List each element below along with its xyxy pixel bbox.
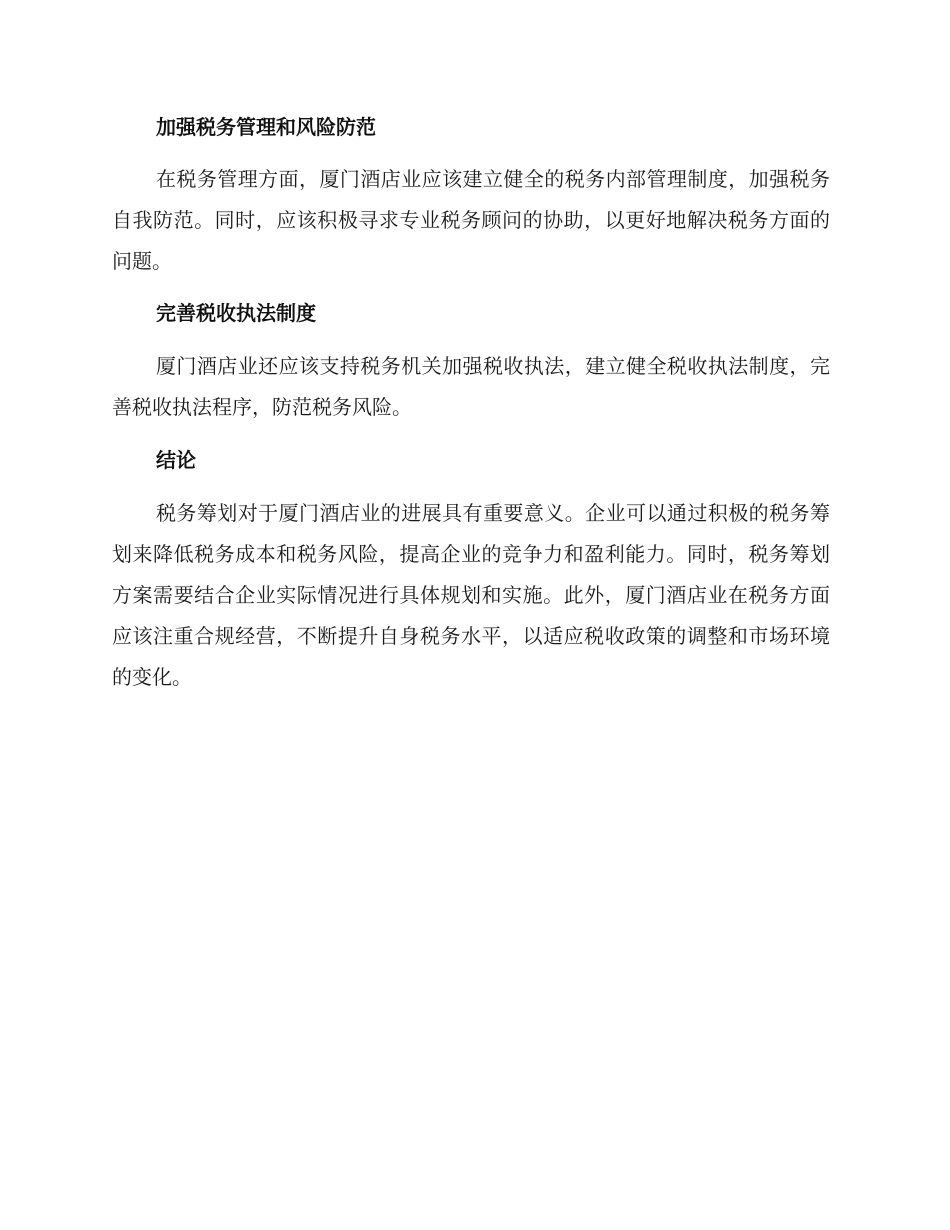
document-page	[112, 108, 830, 698]
section-heading: 完善税收执法制度	[156, 301, 316, 325]
section-heading: 结论	[156, 448, 196, 472]
section-paragraph: 税务筹划对于厦门酒店业的进展具有重要意义。企业可以通过积极的税务筹划来降低税务成本和税务风险，提高企业的竞争力和盈利能力。同时，税务筹划方案需要结合企业实际情况进行具体规划和实施。此外，厦门酒店业在税务方面应该注重合规经营，不断提升自身税务水平，以适应税收政策的调整和市场环境的变化。	[112, 501, 830, 689]
section-tax-management	[112, 108, 830, 282]
section-paragraph: 厦门酒店业还应该支持税务机关加强税收执法，建立健全税收执法制度，完善税收执法程序，防范税务风险。	[112, 354, 830, 419]
section-paragraph: 在税务管理方面，厦门酒店业应该建立健全的税务内部管理制度，加强税务自我防范。同时，应该积极寻求专业税务顾问的协助，以更好地解决税务方面的问题。	[112, 167, 830, 273]
section-heading: 加强税务管理和风险防范	[156, 115, 376, 139]
section-tax-enforcement	[112, 294, 830, 428]
section-conclusion	[112, 441, 830, 698]
